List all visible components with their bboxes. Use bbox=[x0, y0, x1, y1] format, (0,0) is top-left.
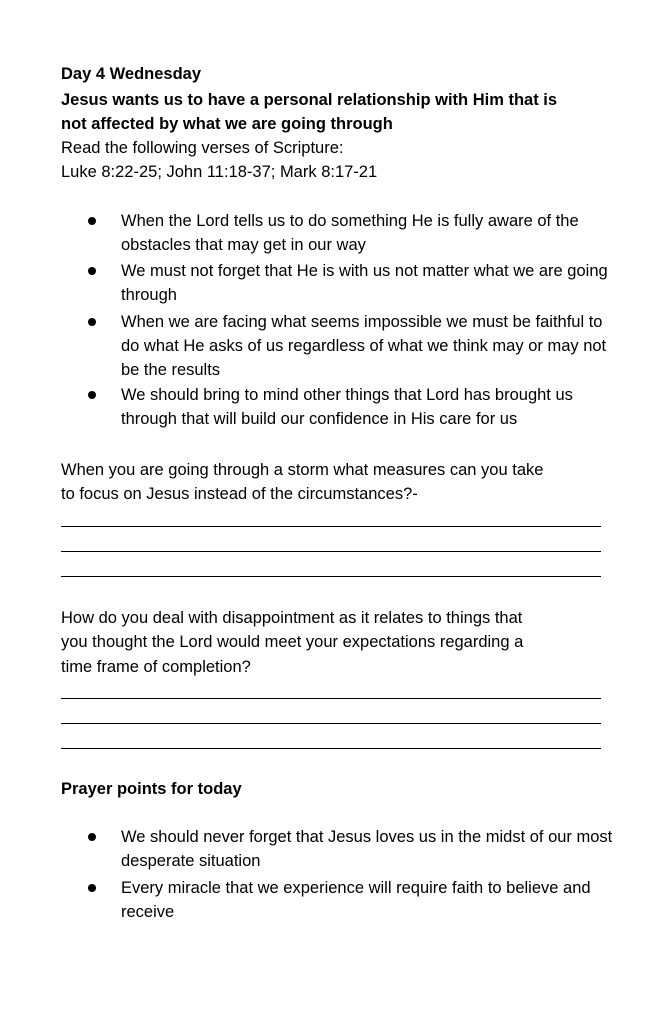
question-2-line-2: you thought the Lord would meet your expectations regarding a bbox=[61, 633, 524, 651]
theme-line-2: not affected by what we are going through bbox=[61, 115, 393, 133]
theme-line-1: Jesus wants us to have a personal relationship with Him that is bbox=[61, 91, 558, 109]
list-item: When the Lord tells us to do something He is fully aware of the obstacles that may get in our way bbox=[121, 212, 579, 254]
answer-line[interactable] bbox=[61, 526, 601, 527]
prayer-heading: Prayer points for today bbox=[61, 780, 242, 798]
answer-line[interactable] bbox=[61, 551, 601, 552]
question-1-line-1: When you are going through a storm what measures can you take bbox=[61, 461, 544, 479]
answer-line[interactable] bbox=[61, 723, 601, 724]
list-item: We should bring to mind other things that Lord has brought us through that will build our confidence in His care for us bbox=[121, 386, 573, 428]
day-heading: Day 4 Wednesday bbox=[61, 65, 202, 83]
question-1-line-2: to focus on Jesus instead of the circumstances?- bbox=[61, 485, 418, 503]
question-2-line-1: How do you deal with disappointment as it relates to things that bbox=[61, 609, 523, 627]
list-item: Every miracle that we experience will require faith to believe and receive bbox=[121, 879, 591, 921]
read-instruction: Read the following verses of Scripture: bbox=[61, 139, 344, 157]
list-item: When we are facing what seems impossible we must be faithful to do what He asks of us regardless of what we think may or may not be the results bbox=[121, 313, 607, 379]
bullet-icon bbox=[88, 267, 96, 275]
bullet-icon bbox=[88, 884, 96, 892]
answer-line[interactable] bbox=[61, 576, 601, 577]
question-2-line-3: time frame of completion? bbox=[61, 658, 251, 676]
scripture-references: Luke 8:22-25; John 11:18-37; Mark 8:17-21 bbox=[61, 163, 378, 181]
bullet-icon bbox=[88, 318, 96, 326]
bullet-icon bbox=[88, 217, 96, 225]
answer-line[interactable] bbox=[61, 698, 601, 699]
bullet-icon bbox=[88, 391, 96, 399]
answer-line[interactable] bbox=[61, 748, 601, 749]
bullet-icon bbox=[88, 833, 96, 841]
list-item: We should never forget that Jesus loves us in the midst of our most desperate situation bbox=[121, 828, 613, 870]
list-item: We must not forget that He is with us not matter what we are going through bbox=[121, 262, 608, 304]
